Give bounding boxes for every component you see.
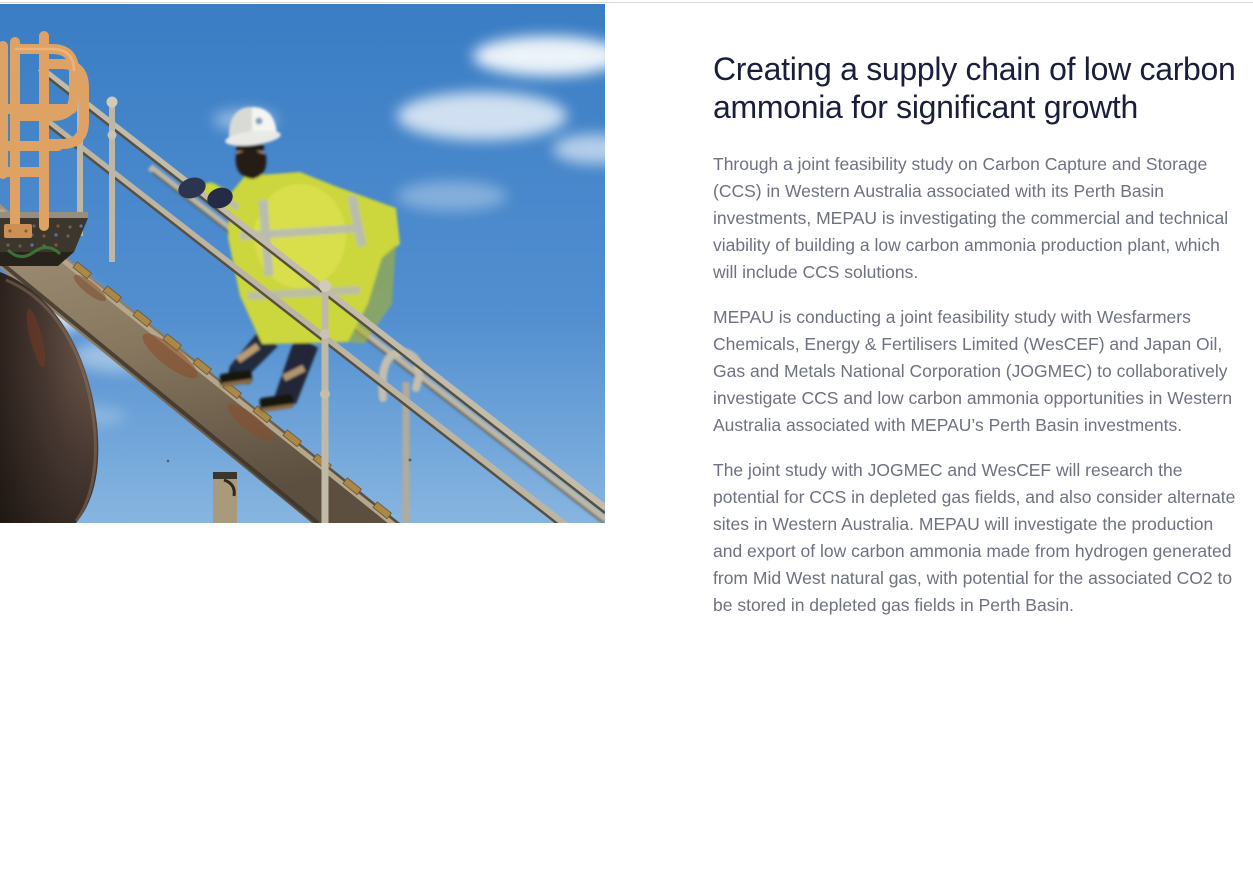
worker-stairs-photo-graphic [0, 4, 605, 523]
article-heading: Creating a supply chain of low carbon ammonia for significant growth [713, 51, 1236, 125]
article-content [713, 50, 1240, 637]
hero-image [0, 4, 605, 523]
article-paragraph-1: Through a joint feasibility study on Carbon Capture and Storage (CCS) in Western Australia associated with its Perth Basin investments, MEPAU is investigating the commercial and technical viability of building a low carbon ammonia production plant, which will include CCS solutions. [713, 154, 1229, 282]
article-paragraph-2: MEPAU is conducting a joint feasibility study with Wesfarmers Chemicals, Energy & Fertilisers Limited (WesCEF) and Japan Oil, Gas and Metals National Corporation (JOGMEC) to collaboratively investigate CCS and low carbon ammonia opportunities in Western Australia associated with MEPAU’s Perth Basin investments. [713, 307, 1233, 435]
article-paragraph-3: The joint study with JOGMEC and WesCEF will research the potential for CCS in depleted gas fields, and also consider alternate sites in Western Australia. MEPAU will investigate the production and export of low carbon ammonia made from hydrogen generated from Mid West natural gas, with potential for the associated CO2 to be stored in depleted gas fields in Perth Basin. [713, 460, 1236, 615]
stair-support-column [213, 472, 237, 523]
top-divider [0, 2, 1253, 3]
